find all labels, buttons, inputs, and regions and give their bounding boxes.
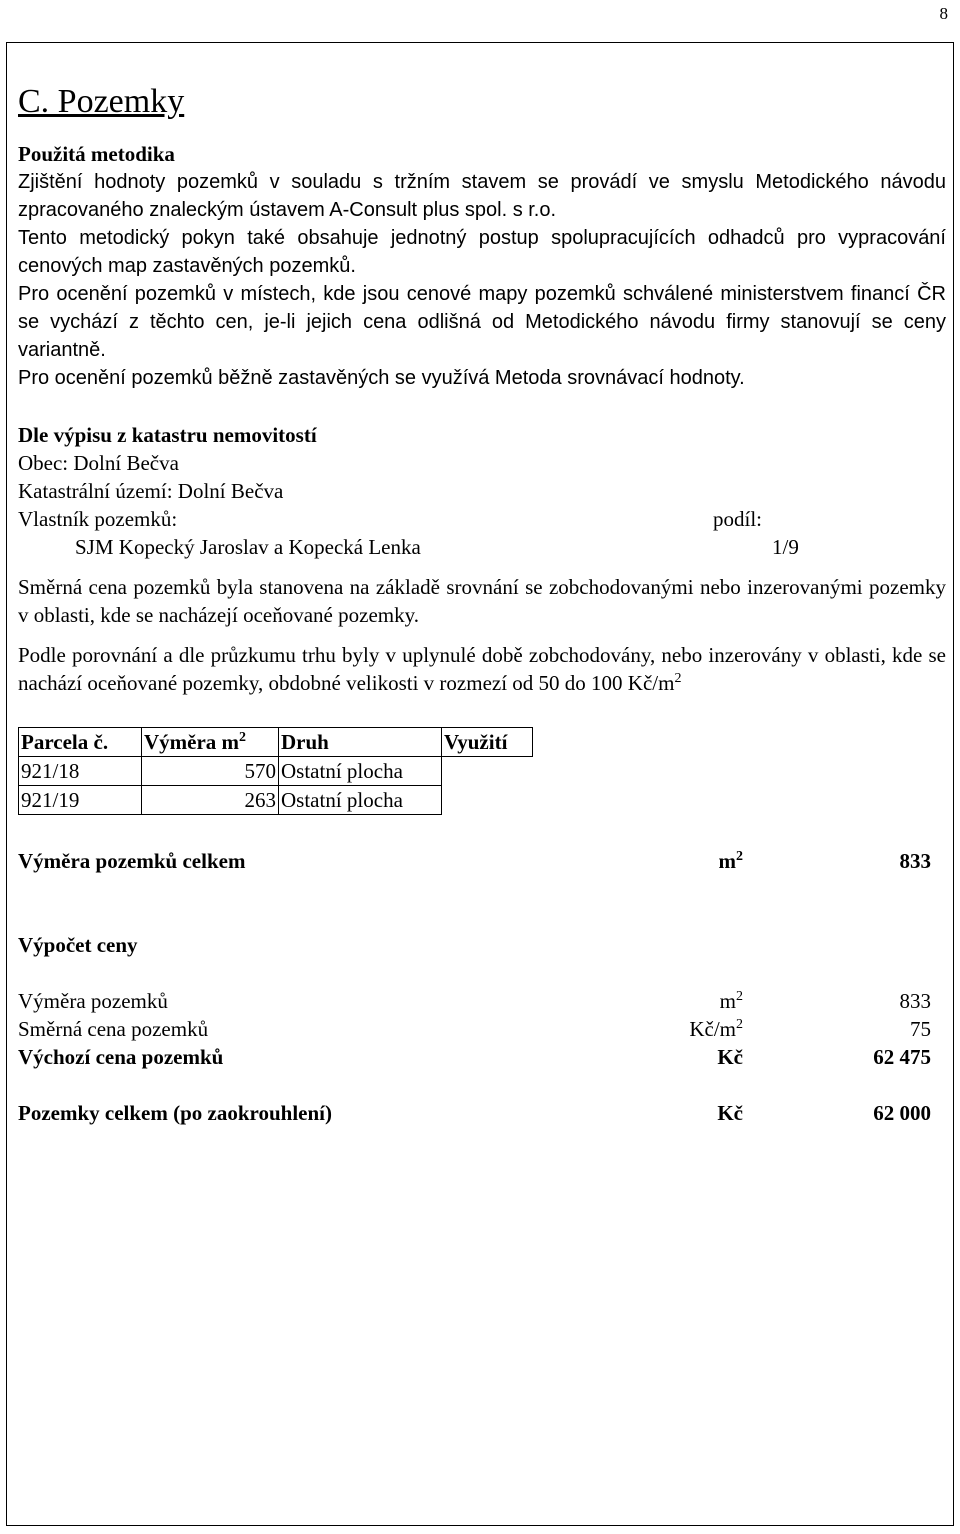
market-comparison-body: Podle porovnání a dle průzkumu trhu byly v uplynulé době zobchodovány, nebo inzerovány v oblasti, kde se nachází oceňované pozemky, obdobné velikosti v rozmezí od 50 do 100 Kč/m xyxy=(18,643,946,695)
table-row xyxy=(19,757,533,786)
owner-label: Vlastník pozemků: xyxy=(18,507,178,531)
col-parcel: Parcela č. xyxy=(19,728,142,757)
owner-share: 1/9 xyxy=(772,535,799,559)
owner-name: SJM Kopecký Jaroslav a Kopecká Lenka xyxy=(75,535,421,559)
calc-unit: $Kč/m^2$ xyxy=(689,1017,743,1041)
market-comparison-text xyxy=(18,641,946,697)
parcel-area: 263 xyxy=(142,786,279,815)
calc-heading: Výpočet ceny xyxy=(18,933,138,957)
calc-label: Výchozí cena pozemků xyxy=(18,1045,224,1069)
method-paragraph-3: Pro ocenění pozemků v místech, kde jsou cenové mapy pozemků schválené ministerstvem financí ČR se vychází z těchto cen, je-li jejich cena odlišná od Metodického návodu firmy stanovují se ceny variantně. xyxy=(18,283,946,361)
calc-label: Směrná cena pozemků xyxy=(18,1017,209,1041)
method-heading: Použitá metodika xyxy=(18,142,175,166)
superscript: 2 xyxy=(674,671,682,686)
total-area-label: Výměra pozemků celkem xyxy=(18,849,246,873)
calc-table xyxy=(18,987,946,1071)
cadastre-section xyxy=(18,421,946,561)
parcel-type: Ostatní plocha xyxy=(279,757,442,786)
calc-label: Výměra pozemků xyxy=(18,989,168,1013)
calc-row-base xyxy=(18,1043,946,1071)
parcel-table xyxy=(18,727,533,815)
parcel-area: 570 xyxy=(142,757,279,786)
calc-row-price xyxy=(18,1015,946,1043)
final-row xyxy=(18,1099,946,1127)
parcel-number: 921/19 xyxy=(19,786,142,815)
final-unit: Kč xyxy=(717,1101,743,1125)
calc-unit: Kč xyxy=(717,1045,743,1069)
method-paragraph-1: Zjištění hodnoty pozemků v souladu s tržním stavem se provádí ve smyslu Metodického návodu zpracovaného znaleckým ústavem A-Consult plus spol. s r.o. xyxy=(18,171,946,221)
owner-row xyxy=(18,533,946,561)
owner-header xyxy=(18,505,946,533)
cadastral-area: Katastrální území: Dolní Bečva xyxy=(18,479,284,503)
method-paragraph-2: Tento metodický pokyn také obsahuje jednotný postup spolupracujících odhadců pro vypracování cenových map zastavěných pozemků. xyxy=(18,227,946,277)
standard-price-text: Směrná cena pozemků byla stanovena na základě srovnání se zobchodovanými nebo inzerovanými pozemky v oblasti, kde se nacházejí oceňované pozemky. xyxy=(18,575,946,627)
parcel-number: 921/18 xyxy=(19,757,142,786)
total-area-unit: $m^2$ xyxy=(718,849,743,873)
calc-value: 833 xyxy=(899,989,931,1013)
page-number: 8 xyxy=(939,4,948,23)
share-label: podíl: xyxy=(713,507,763,531)
municipality: Obec: Dolní Bečva xyxy=(18,451,179,475)
parcel-usage xyxy=(442,786,533,815)
parcel-usage xyxy=(442,757,533,786)
cadastre-heading: Dle výpisu z katastru nemovitostí xyxy=(18,423,317,447)
method-section xyxy=(18,140,946,392)
calc-value: 75 xyxy=(910,1017,931,1041)
table-row xyxy=(19,786,533,815)
parcel-type: Ostatní plocha xyxy=(279,786,442,815)
table-header-row xyxy=(19,728,533,757)
col-usage: Využití xyxy=(442,728,533,757)
method-paragraph-4: Pro ocenění pozemků běžně zastavěných se využívá Metoda srovnávací hodnoty. xyxy=(18,367,745,389)
document-body xyxy=(18,42,946,1127)
final-label: Pozemky celkem (po zaokrouhlení) xyxy=(18,1101,332,1125)
total-area-row xyxy=(18,847,946,875)
total-area-value: 833 xyxy=(899,849,931,873)
section-title: C. Pozemky xyxy=(18,83,185,120)
calc-unit: $m^2$ xyxy=(719,989,743,1013)
final-value: 62 000 xyxy=(873,1101,931,1125)
calc-value: 62 475 xyxy=(873,1045,931,1069)
col-area: Výměra $m^2$ xyxy=(142,728,279,757)
col-type: Druh xyxy=(279,728,442,757)
calc-row-area xyxy=(18,987,946,1015)
